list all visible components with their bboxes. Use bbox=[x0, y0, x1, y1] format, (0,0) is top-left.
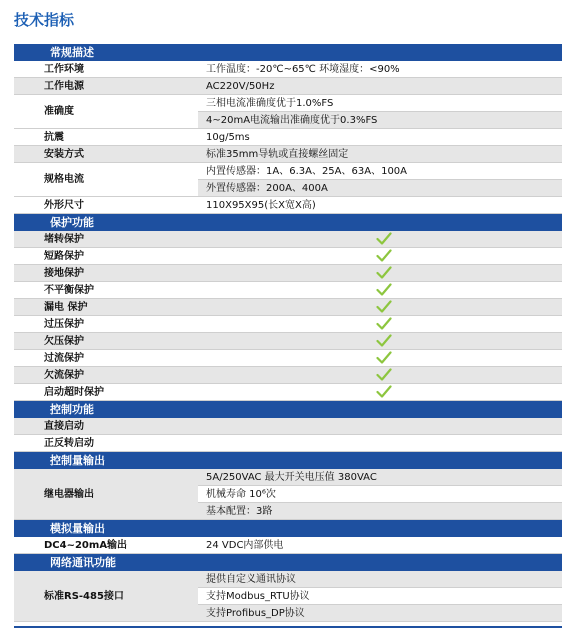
row-label: 启动超时保护 bbox=[14, 384, 198, 401]
section-title: 网络通讯功能 bbox=[14, 554, 562, 572]
row-value: 4~20mA电流输出准确度优于0.3%FS bbox=[198, 112, 562, 129]
table-row bbox=[14, 61, 562, 78]
row-label: 标准RS-485接口 bbox=[14, 571, 198, 622]
row-label: 抗震 bbox=[14, 129, 198, 146]
table-row bbox=[14, 265, 562, 282]
row-value: 内置传感器：1A、6.3A、25A、63A、100A bbox=[198, 163, 562, 180]
row-value bbox=[198, 435, 562, 452]
check-icon bbox=[376, 368, 392, 381]
table-row bbox=[14, 350, 562, 367]
row-label: 直接启动 bbox=[14, 418, 198, 435]
spec-table bbox=[14, 44, 562, 622]
check-icon bbox=[376, 232, 392, 245]
table-row bbox=[14, 299, 562, 316]
row-value: 工作温度：-20℃~65℃ 环境湿度：<90% bbox=[198, 61, 562, 78]
table-row bbox=[14, 163, 562, 180]
row-value: 5A/250VAC 最大开关电压值 380VAC bbox=[198, 469, 562, 486]
row-label: 不平衡保护 bbox=[14, 282, 198, 299]
section-title: 常规描述 bbox=[14, 44, 562, 61]
check-icon bbox=[376, 283, 392, 296]
row-value bbox=[198, 265, 562, 282]
row-label: 规格电流 bbox=[14, 163, 198, 197]
section-title: 保护功能 bbox=[14, 214, 562, 232]
check-icon bbox=[376, 351, 392, 364]
table-row bbox=[14, 333, 562, 350]
row-value: 10g/5ms bbox=[198, 129, 562, 146]
row-value bbox=[198, 299, 562, 316]
row-label: 接地保护 bbox=[14, 265, 198, 282]
row-value bbox=[198, 367, 562, 384]
row-value: 24 VDC内部供电 bbox=[198, 537, 562, 554]
row-label: 过压保护 bbox=[14, 316, 198, 333]
check-icon bbox=[376, 385, 392, 398]
row-label: 漏电 保护 bbox=[14, 299, 198, 316]
row-value bbox=[198, 350, 562, 367]
row-value: 支持Modbus_RTU协议 bbox=[198, 588, 562, 605]
row-value bbox=[198, 248, 562, 265]
table-row bbox=[14, 435, 562, 452]
table-row bbox=[14, 197, 562, 214]
table-row bbox=[14, 95, 562, 112]
check-icon bbox=[376, 266, 392, 279]
row-label: 外形尺寸 bbox=[14, 197, 198, 214]
table-row bbox=[14, 367, 562, 384]
section-title: 控制功能 bbox=[14, 401, 562, 419]
table-row bbox=[14, 571, 562, 588]
row-value bbox=[198, 418, 562, 435]
row-label: 过流保护 bbox=[14, 350, 198, 367]
table-row bbox=[14, 384, 562, 401]
section-header bbox=[14, 520, 562, 538]
row-value: 110X95X95(长X宽X高) bbox=[198, 197, 562, 214]
section-header bbox=[14, 554, 562, 572]
table-row bbox=[14, 78, 562, 95]
row-label: 准确度 bbox=[14, 95, 198, 129]
section-header bbox=[14, 401, 562, 419]
row-label: 工作环境 bbox=[14, 61, 198, 78]
section-header bbox=[14, 44, 562, 61]
row-value: 外置传感器：200A、400A bbox=[198, 180, 562, 197]
check-icon bbox=[376, 249, 392, 262]
row-value bbox=[198, 231, 562, 248]
row-label: 继电器输出 bbox=[14, 469, 198, 520]
row-label: 正反转启动 bbox=[14, 435, 198, 452]
check-icon bbox=[376, 300, 392, 313]
table-row bbox=[14, 282, 562, 299]
page-title: 技术指标 bbox=[14, 11, 75, 29]
table-row bbox=[14, 231, 562, 248]
table-row bbox=[14, 146, 562, 163]
row-value: 机械寿命 10⁶次 bbox=[198, 486, 562, 503]
row-value bbox=[198, 384, 562, 401]
table-row bbox=[14, 316, 562, 333]
section-title: 模拟量输出 bbox=[14, 520, 562, 538]
row-value: 支持Profibus_DP协议 bbox=[198, 605, 562, 622]
bottom-rule bbox=[14, 626, 562, 628]
row-value: 三相电流准确度优于1.0%FS bbox=[198, 95, 562, 112]
check-icon bbox=[376, 317, 392, 330]
table-row bbox=[14, 537, 562, 554]
table-row bbox=[14, 129, 562, 146]
row-value bbox=[198, 282, 562, 299]
row-value: 提供自定义通讯协议 bbox=[198, 571, 562, 588]
table-row bbox=[14, 469, 562, 486]
row-label: 安装方式 bbox=[14, 146, 198, 163]
row-label: 欠流保护 bbox=[14, 367, 198, 384]
section-header bbox=[14, 214, 562, 232]
row-value bbox=[198, 333, 562, 350]
row-label: 短路保护 bbox=[14, 248, 198, 265]
row-value: AC220V/50Hz bbox=[198, 78, 562, 95]
row-value: 标准35mm导轨或直接螺丝固定 bbox=[198, 146, 562, 163]
section-header bbox=[14, 452, 562, 470]
row-value bbox=[198, 316, 562, 333]
row-label: 工作电源 bbox=[14, 78, 198, 95]
row-label: DC4~20mA输出 bbox=[14, 537, 198, 554]
section-title: 控制量输出 bbox=[14, 452, 562, 470]
check-icon bbox=[376, 334, 392, 347]
row-label: 堵转保护 bbox=[14, 231, 198, 248]
table-row bbox=[14, 248, 562, 265]
table-row bbox=[14, 418, 562, 435]
row-value: 基本配置：3路 bbox=[198, 503, 562, 520]
row-label: 欠压保护 bbox=[14, 333, 198, 350]
